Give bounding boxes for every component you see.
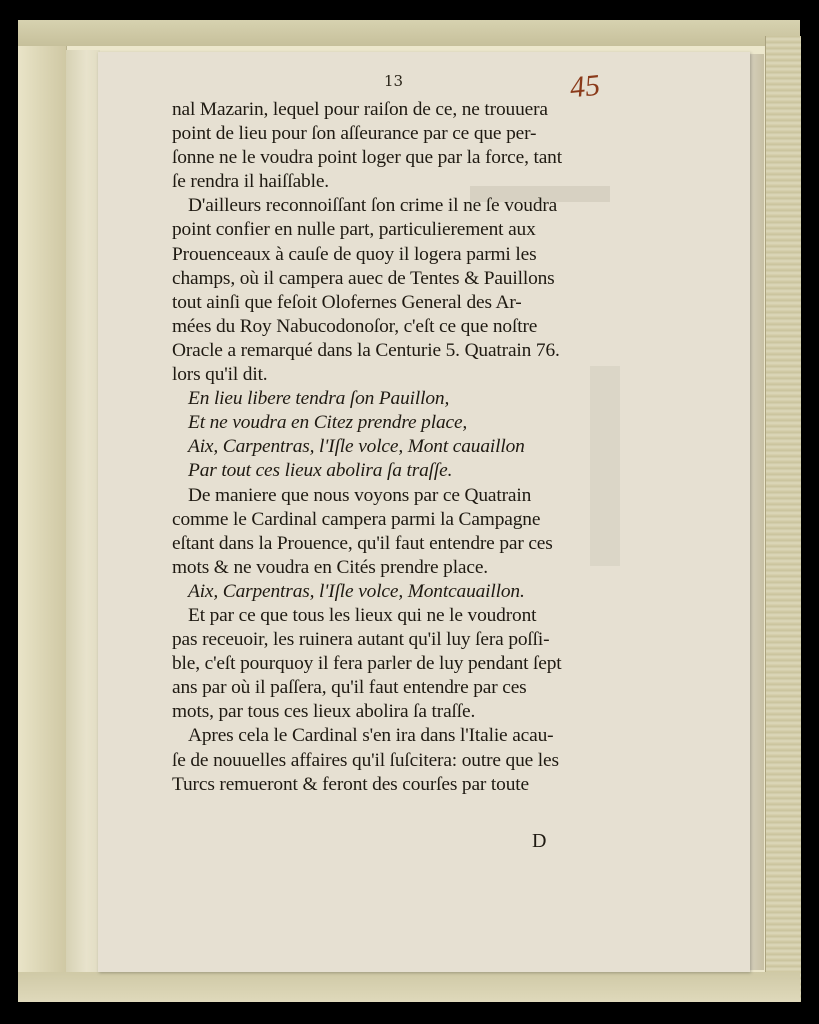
text-line: eſtant dans la Prouence, qu'il faut entendre par ces (172, 532, 553, 554)
text-line: ſonne ne le voudra point loger que par la force, tant (172, 147, 562, 169)
text-line: ans par où il paſſera, qu'il faut entendre par ces (172, 677, 527, 699)
text-line: pas receuoir, les ruinera autant qu'il luy ſera poſſi- (172, 629, 550, 651)
text-line: En lieu libere tendra ſon Pauillon, (188, 388, 450, 410)
text-line: Et ne voudra en Citez prendre place, (188, 412, 468, 434)
text-line: ſe de nouuelles affaires qu'il ſuſcitera: outre que les (172, 749, 559, 771)
text-line: lors qu'il dit. (172, 364, 268, 386)
text-line: mots, par tous ces lieux abolira ſa traſſe. (172, 701, 476, 723)
text-line: Oracle a remarqué dans la Centurie 5. Quatrain 76. (172, 339, 560, 361)
gutter-strip (66, 50, 100, 980)
top-board (18, 20, 800, 46)
text-line: champs, où il campera auec de Tentes & Pauillons (172, 267, 555, 289)
text-line: tout ainſi que feſoit Olofernes General des Ar- (172, 291, 522, 313)
bottom-board (18, 972, 800, 1002)
text-line: point de lieu pour ſon aſſeurance par ce que per- (172, 123, 537, 145)
signature-mark: D (532, 830, 547, 852)
text-line: nal Mazarin, lequel pour raiſon de ce, ne trouuera (172, 99, 548, 120)
right-board-edge (765, 36, 801, 1002)
text-line: Par tout ces lieux abolira ſa traſſe. (188, 460, 453, 482)
text-line: ſe rendra il haiſſable. (172, 171, 329, 193)
text-line: D'ailleurs reconnoiſſant ſon crime il ne ſe voudra (188, 195, 558, 217)
page-number: 13 (384, 72, 404, 90)
text-line: mées du Roy Nabucodonoſor, c'eſt ce que noſtre (172, 315, 538, 337)
text-line: Prouenceaux à cauſe de quoy il logera parmi les (172, 243, 537, 265)
page-stack-edge (748, 54, 764, 970)
text-line: ble, c'eſt pourquoy il fera parler de luy pendant ſept (172, 653, 562, 675)
page-body-text (172, 98, 616, 797)
folio-handwritten-mark: 45 (568, 68, 602, 105)
text-line: comme le Cardinal campera parmi la Campagne (172, 508, 541, 530)
text-line: Turcs remueront & feront des courſes par toute (172, 773, 529, 795)
text-line: Aix, Carpentras, l'Iſle volce, Montcauaillon. (188, 580, 525, 602)
text-line: Apres cela le Cardinal s'en ira dans l'Italie acau- (188, 725, 554, 747)
text-line: point confier en nulle part, particulierement aux (172, 219, 536, 241)
text-line: mots & ne voudra en Cités prendre place. (172, 556, 489, 578)
text-line: Aix, Carpentras, l'Iſle volce, Mont cauaillon (188, 436, 525, 458)
book-spine (18, 46, 67, 986)
text-line: De maniere que nous voyons par ce Quatrain (188, 484, 532, 506)
text-line: Et par ce que tous les lieux qui ne le voudront (188, 604, 537, 626)
